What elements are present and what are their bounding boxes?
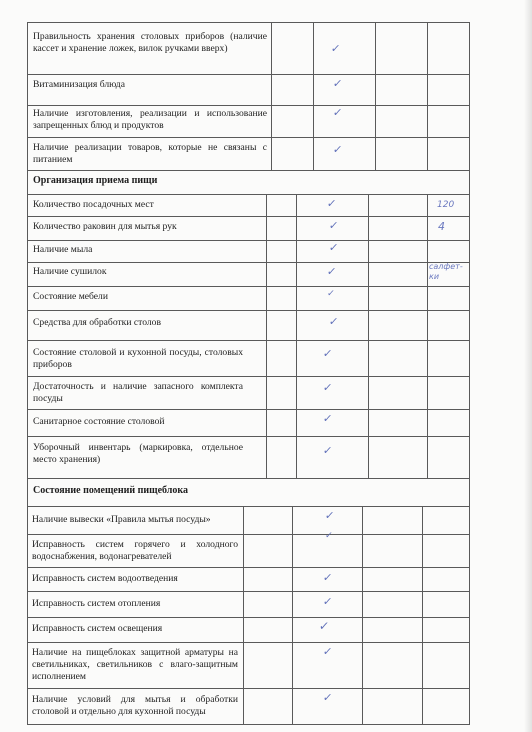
checklist-item-label: Исправность систем освещения [32, 623, 163, 634]
checklist-item-label: Средства для обработки столов [33, 317, 161, 328]
table-row [27, 340, 470, 376]
handwritten-note: 4 [438, 220, 445, 233]
table-row [27, 286, 470, 310]
section-title: Состояние помещений пищеблока [33, 485, 188, 496]
checkmark: ✓ [328, 315, 340, 328]
checkmark: ✓ [322, 412, 334, 425]
table-row [27, 74, 470, 105]
table-row [27, 310, 470, 340]
table-row [27, 105, 470, 137]
checklist-item-label: Наличие на пищеблоках защитной арматуры на светильниках, светильников с влаго-защитным исполнением [32, 647, 238, 682]
table-row [27, 642, 470, 688]
checklist-item-label: Исправность систем горячего и холодного водоснабжения, водонагревателей [32, 539, 238, 562]
table-row [27, 617, 470, 642]
table-row [27, 436, 470, 478]
checkmark: ✓ [332, 143, 344, 156]
table-row [27, 591, 470, 617]
checkmark: ✓ [318, 619, 331, 633]
checkmark: ✓ [332, 106, 344, 119]
checklist-item-label: Исправность систем отопления [32, 598, 161, 609]
checkmark: ✓ [326, 265, 338, 278]
checkmark: ✓ [322, 571, 334, 584]
checklist-item-label: Состояние столовой и кухонной посуды, столовых приборов [33, 347, 243, 370]
section-title: Организация приема пищи [33, 175, 158, 186]
table-row [27, 262, 470, 286]
checkmark: ✓ [324, 509, 336, 522]
checklist-item-label: Количество раковин для мытья рук [33, 221, 177, 232]
section-header [27, 170, 470, 194]
table-row [27, 137, 470, 170]
table-row [27, 506, 470, 534]
table-row [27, 22, 470, 74]
checkmark: ✓ [326, 197, 338, 210]
checkmark: ✓ [322, 381, 334, 394]
checklist-item-label: Достаточность и наличие запасного комплекта посуды [33, 381, 243, 404]
checkmark: ✓ [326, 289, 336, 299]
section-header [27, 478, 470, 506]
table-row [27, 216, 470, 240]
checklist-item-label: Правильность хранения столовых приборов (наличие кассет и хранение ложек, вилок ручками вверх) [33, 31, 267, 54]
table-bottom-border [27, 724, 470, 725]
page-edge-shadow [524, 0, 532, 732]
checklist-item-label: Состояние мебели [33, 291, 108, 302]
checkmark: ✓ [328, 219, 340, 232]
handwritten-note: салфет-ки [429, 262, 463, 281]
checklist-item-label: Санитарное состояние столовой [33, 416, 165, 427]
handwritten-note: 120 [437, 200, 455, 210]
checklist-item-label: Количество посадочных мест [33, 199, 154, 210]
checkmark: ✓ [322, 595, 334, 608]
checkmark: ✓ [324, 531, 334, 541]
checklist-item-label: Наличие условий для мытья и обработки столовой и отдельно для кухонной посуды [32, 694, 238, 717]
checklist-item-label: Наличие реализации товаров, которые не связаны с питанием [33, 142, 267, 165]
table-row [27, 531, 470, 567]
checkmark: ✓ [322, 691, 334, 704]
checkmark: ✓ [328, 241, 340, 254]
table-row [27, 567, 470, 591]
checkmark: ✓ [322, 347, 334, 360]
checkmark: ✓ [332, 77, 344, 90]
checklist-item-label: Витаминизация блюда [33, 79, 125, 90]
checkmark: ✓ [322, 645, 334, 658]
checklist-item-label: Наличие изготовления, реализации и использование запрещенных блюд и продуктов [33, 108, 267, 131]
checklist-item-label: Наличие мыла [33, 244, 93, 255]
checkmark: ✓ [322, 444, 334, 457]
table-row [27, 376, 470, 409]
table-row [27, 240, 470, 262]
table-row [27, 688, 470, 724]
table-row [27, 409, 470, 436]
checklist-item-label: Наличие вывески «Правила мытья посуды» [32, 514, 211, 525]
checklist-item-label: Наличие сушилок [33, 266, 107, 277]
checklist-item-label: Уборочный инвентарь (маркировка, отдельное место хранения) [33, 442, 243, 465]
checklist-item-label: Исправность систем водоотведения [32, 573, 178, 584]
checkmark: ✓ [330, 42, 342, 55]
table-row [27, 194, 470, 216]
